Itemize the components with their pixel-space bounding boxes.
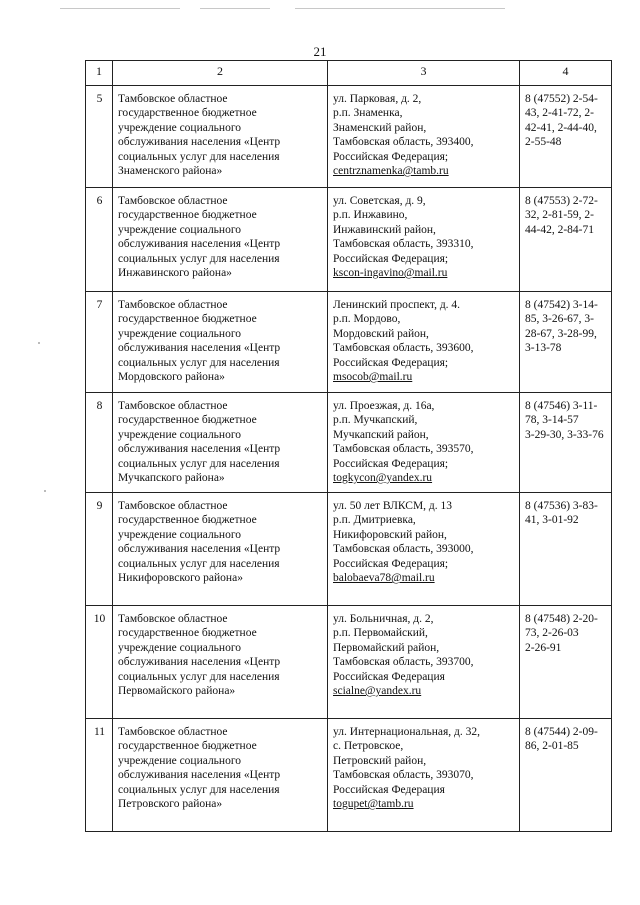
- institution-address: [328, 493, 520, 606]
- institution-address-line: Первомайский район,: [333, 641, 440, 654]
- row-number: 10: [86, 606, 113, 719]
- column-header-name: 2: [113, 61, 328, 86]
- phone-numbers: [520, 292, 612, 393]
- institution-address-line: с. Петровское,: [333, 740, 404, 753]
- phone-numbers: [520, 393, 612, 493]
- phone-numbers: [520, 719, 612, 832]
- institution-address-line: Российская Федерация;: [333, 457, 449, 470]
- phone-numbers: [520, 493, 612, 606]
- column-header-address: 3: [328, 61, 520, 86]
- table-body: [86, 86, 612, 832]
- institution-name-line: государственное бюджетное: [118, 414, 257, 427]
- institution-address-line: Мордовский район,: [333, 327, 429, 340]
- institution-name-line: государственное бюджетное: [118, 313, 257, 326]
- institution-address-line: Российская Федерация: [333, 670, 445, 683]
- institution-name-line: учреждение социального: [118, 754, 242, 767]
- email-link[interactable]: msocob@mail.ru: [333, 371, 413, 384]
- email-link[interactable]: centrznamenka@tamb.ru: [333, 165, 449, 178]
- email-link[interactable]: balobaeva78@mail.ru: [333, 572, 435, 585]
- institution-address-line: Знаменский район,: [333, 121, 427, 134]
- institution-address: [328, 393, 520, 493]
- institution-name-line: Петровского района»: [118, 798, 223, 811]
- institution-name-line: социальных услуг для населения: [118, 457, 280, 470]
- institution-name-line: социальных услуг для населения: [118, 783, 280, 796]
- institution-address-line: Российская Федерация;: [333, 252, 449, 265]
- institution-address-line: Мучкапский район,: [333, 428, 429, 441]
- scan-speck: [38, 342, 40, 344]
- table-row: [86, 719, 612, 832]
- institution-address-line: Российская Федерация;: [333, 356, 449, 369]
- institution-name-line: учреждение социального: [118, 327, 242, 340]
- institution-address-line: р.п. Мучкапский,: [333, 414, 418, 427]
- row-number: 8: [86, 393, 113, 493]
- institution-address-line: ул. Парковая, д. 2,: [333, 93, 422, 105]
- phone-numbers-line: 8 (47542) 3-14-: [525, 299, 598, 311]
- institution-name-line: Мордовского района»: [118, 371, 225, 384]
- institution-name-line: Инжавинского района»: [118, 267, 232, 280]
- phone-numbers-line: 8 (47553) 2-72-: [525, 195, 598, 207]
- institution-name: [113, 493, 328, 606]
- institution-address-line: Тамбовская область, 393000,: [333, 543, 474, 556]
- institution-name-line: государственное бюджетное: [118, 514, 257, 527]
- phone-numbers-line: 32, 2-81-59, 2-: [525, 209, 594, 222]
- table-row: [86, 393, 612, 493]
- phone-numbers-line: 3-13-78: [525, 342, 562, 355]
- institution-name-line: Первомайского района»: [118, 685, 236, 698]
- institution-name: [113, 188, 328, 292]
- institution-address-line: Тамбовская область, 393600,: [333, 342, 474, 355]
- institution-name-line: учреждение социального: [118, 641, 242, 654]
- institution-name-line: обслуживания населения «Центр: [118, 136, 281, 149]
- institution-name-line: Тамбовское областное: [118, 93, 228, 105]
- institution-address-line: Тамбовская область, 393310,: [333, 238, 474, 251]
- email-link[interactable]: togkycon@yandex.ru: [333, 472, 433, 485]
- institution-name-line: социальных услуг для населения: [118, 150, 280, 163]
- institution-name-line: социальных услуг для населения: [118, 670, 280, 683]
- institution-address-line: Тамбовская область, 393700,: [333, 656, 474, 669]
- institution-address: [328, 719, 520, 832]
- table-row: [86, 606, 612, 719]
- column-header-number: 1: [86, 61, 113, 86]
- institution-address-line: Инжавинский район,: [333, 223, 436, 236]
- institution-address-line: Тамбовская область, 393070,: [333, 769, 474, 782]
- phone-numbers-line: 73, 2-26-03: [525, 627, 579, 640]
- phone-numbers-line: 3-29-30, 3-33-76: [525, 428, 604, 441]
- institution-name-line: обслуживания населения «Центр: [118, 238, 281, 251]
- institution-address-line: р.п. Первомайский,: [333, 627, 428, 640]
- institution-name-line: социальных услуг для населения: [118, 557, 280, 570]
- institution-address-line: р.п. Дмитриевка,: [333, 514, 416, 527]
- institution-address: [328, 292, 520, 393]
- scan-artifact-line: [295, 8, 505, 9]
- institution-name-line: учреждение социального: [118, 528, 242, 541]
- scan-speck: [44, 490, 46, 492]
- phone-numbers-line: 8 (47544) 2-09-: [525, 726, 598, 738]
- institution-name: [113, 86, 328, 188]
- institution-name: [113, 393, 328, 493]
- institution-name-line: Тамбовское областное: [118, 299, 228, 311]
- table-row: [86, 292, 612, 393]
- institution-address-line: Российская Федерация;: [333, 557, 449, 570]
- institution-address-line: Тамбовская область, 393400,: [333, 136, 474, 149]
- institution-name-line: Тамбовское областное: [118, 195, 228, 207]
- table-row: [86, 493, 612, 606]
- phone-numbers-line: 43, 2-41-72, 2-: [525, 107, 594, 120]
- institution-name-line: Тамбовское областное: [118, 500, 228, 512]
- institution-name-line: учреждение социального: [118, 121, 242, 134]
- institution-address-line: Никифоровский район,: [333, 528, 447, 541]
- institution-name-line: обслуживания населения «Центр: [118, 543, 281, 556]
- phone-numbers-line: 85, 3-26-67, 3-: [525, 313, 594, 326]
- phone-numbers-line: 41, 3-01-92: [525, 514, 579, 527]
- phone-numbers-line: 44-42, 2-84-71: [525, 223, 594, 236]
- institution-name-line: Знаменского района»: [118, 165, 223, 178]
- institution-address-line: ул. Больничная, д. 2,: [333, 613, 434, 625]
- institution-name-line: государственное бюджетное: [118, 740, 257, 753]
- institution-name-line: Тамбовское областное: [118, 613, 228, 625]
- institution-name-line: Тамбовское областное: [118, 726, 228, 738]
- institution-name-line: Мучкапского района»: [118, 472, 225, 485]
- row-number: 6: [86, 188, 113, 292]
- institution-address-line: р.п. Инжавино,: [333, 209, 408, 222]
- institution-address-line: ул. 50 лет ВЛКСМ, д. 13: [333, 500, 453, 512]
- institution-name-line: государственное бюджетное: [118, 209, 257, 222]
- institution-name: [113, 606, 328, 719]
- phone-numbers-line: 86, 2-01-85: [525, 740, 579, 753]
- institution-name-line: Тамбовское областное: [118, 400, 228, 412]
- column-header-phone: 4: [520, 61, 612, 86]
- institution-name-line: обслуживания населения «Центр: [118, 342, 281, 355]
- phone-numbers: [520, 188, 612, 292]
- phone-numbers-line: 42-41, 2-44-40,: [525, 121, 597, 134]
- institution-address: [328, 86, 520, 188]
- institution-name-line: учреждение социального: [118, 428, 242, 441]
- page-number: 21: [313, 44, 327, 59]
- institution-address-line: Российская Федерация: [333, 783, 445, 796]
- row-number: 11: [86, 719, 113, 832]
- institution-address-line: Российская Федерация;: [333, 150, 449, 163]
- institution-address-line: ул. Проезжая, д. 16а,: [333, 400, 435, 412]
- institution-name-line: государственное бюджетное: [118, 627, 257, 640]
- institution-address: [328, 606, 520, 719]
- institution-name-line: социальных услуг для населения: [118, 356, 280, 369]
- institution-address-line: ул. Советская, д. 9,: [333, 195, 426, 207]
- email-link[interactable]: scialne@yandex.ru: [333, 685, 422, 698]
- phone-numbers-line: 8 (47536) 3-83-: [525, 500, 598, 512]
- scan-artifact-line: [200, 8, 270, 9]
- institution-address-line: р.п. Мордово,: [333, 313, 401, 326]
- phone-numbers-line: 28-67, 3-28-99,: [525, 327, 597, 340]
- institution-address-line: ул. Интернациональная, д. 32,: [333, 726, 481, 738]
- institution-address-line: Петровский район,: [333, 754, 427, 767]
- row-number: 7: [86, 292, 113, 393]
- header-row: [86, 61, 612, 86]
- phone-numbers-line: 8 (47548) 2-20-: [525, 613, 598, 625]
- institution-name: [113, 292, 328, 393]
- phone-numbers-line: 78, 3-14-57: [525, 414, 579, 427]
- email-link[interactable]: kscon-ingavino@mail.ru: [333, 267, 448, 280]
- table-row: [86, 86, 612, 188]
- institution-name-line: обслуживания населения «Центр: [118, 443, 281, 456]
- phone-numbers-line: 2-26-91: [525, 641, 562, 654]
- row-number: 5: [86, 86, 113, 188]
- institution-name-line: социальных услуг для населения: [118, 252, 280, 265]
- institution-name-line: учреждение социального: [118, 223, 242, 236]
- institution-name: [113, 719, 328, 832]
- institution-name-line: обслуживания населения «Центр: [118, 769, 281, 782]
- institution-name-line: Никифоровского района»: [118, 572, 243, 585]
- email-link[interactable]: togupet@tamb.ru: [333, 798, 414, 811]
- institution-address-line: Тамбовская область, 393570,: [333, 443, 474, 456]
- phone-numbers: [520, 86, 612, 188]
- institution-address-line: р.п. Знаменка,: [333, 107, 403, 120]
- institution-address-line: Ленинский проспект, д. 4.: [333, 299, 461, 311]
- phone-numbers-line: 2-55-48: [525, 136, 562, 149]
- institution-address: [328, 188, 520, 292]
- institution-name-line: государственное бюджетное: [118, 107, 257, 120]
- phone-numbers-line: 8 (47552) 2-54-: [525, 93, 598, 105]
- table-row: [86, 188, 612, 292]
- institution-name-line: обслуживания населения «Центр: [118, 656, 281, 669]
- institutions-table: [85, 60, 612, 832]
- phone-numbers: [520, 606, 612, 719]
- scan-artifact-line: [60, 8, 180, 9]
- phone-numbers-line: 8 (47546) 3-11-: [525, 400, 598, 412]
- row-number: 9: [86, 493, 113, 606]
